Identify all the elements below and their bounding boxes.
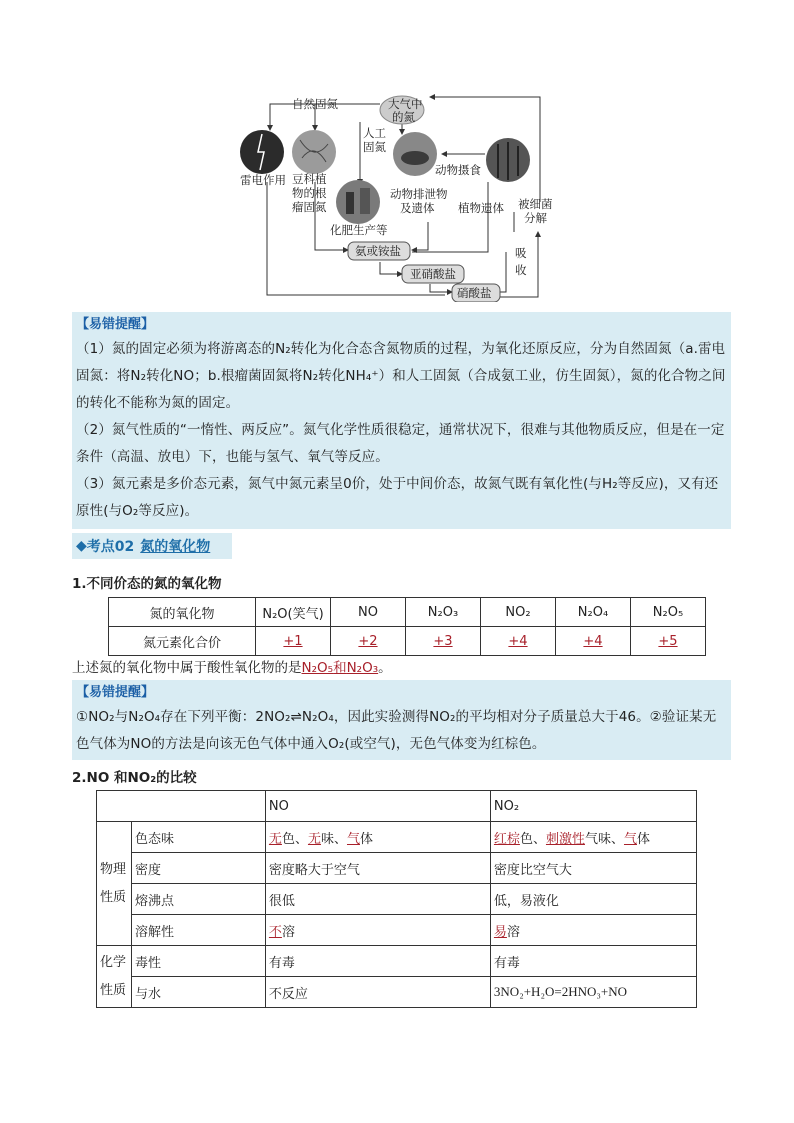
svg-text:化肥生产等: 化肥生产等 [330,223,388,237]
subheading-2: 2.NO 和NO₂的比较 [72,770,197,786]
subheading-1: 1.不同价态的氮的氧化物 [72,576,222,592]
section-label: 考点02 [86,539,135,555]
ammonia-box-label: 氨或铵盐 [355,244,401,258]
notice-box-2 [72,680,731,760]
notice-paragraph-2: （2）氮气性质的“一惰性、两反应”。氮气化学性质很稳定，通常状况下，很难与其他物质反应，但是在一定条件（高温、放电）下，也能与氢气、氧气等反应。 [76,422,725,465]
svg-text:固氮: 固氮 [363,140,386,154]
svg-text:植物遗体: 植物遗体 [458,201,504,215]
notice-tag: 【易错提醒】 [76,685,155,700]
notice-paragraph: ①NO₂与N₂O₄存在下列平衡：2NO₂⇌N₂O₄，因此实验测得NO₂的平均相对分子质量总大于46。②验证某无色气体为NO的方法是向该无色气体中通入O₂(或空气)，无色气体变为红棕色。 [76,709,717,752]
section-title: 氮的氧化物 [140,539,211,555]
acid-oxide-line: 上述氮的氧化物中属于酸性氧化物的是N₂O₅和N₂O₃。 [72,660,392,676]
table-row: NO NO₂ [97,791,697,822]
nitrite-box-label: 亚硝酸盐 [410,267,456,281]
table-row: 氮的氧化物 N₂O(笑气) NO N₂O₃ NO₂ N₂O₄ N₂O₅ [109,598,706,627]
notice-paragraph-3: （3）氮元素是多价态元素，氮气中氮元素呈0价，处于中间价态，故氮气既有氧化性(与H₂等反应)，又有还原性(与O₂等反应)。 [76,476,719,519]
notice-box-1 [72,312,731,529]
section-header [72,533,232,559]
nitrate-box-label: 硝酸盐 [457,286,492,300]
table-row: 氮元素化合价 +1 +2 +3 +4 +4 +5 [109,627,706,656]
table-row: 物理性质 色态味 无色、无味、气体 红棕色、刺激性气味、气体 [97,822,697,853]
notice-paragraph-1: （1）氮的固定必须为将游离态的N₂转化为化合态含氮物质的过程，为氧化还原反应，分为自然固氮（a.雷电固氮：将N₂转化NO；b.根瘤菌固氮将N₂转化NH₄⁺）和人工固氮（合成氨工业，仿生固氮），氮的化合物之间的转化不能称为氮的固定。 [76,341,726,411]
svg-text:动物摄食: 动物摄食 [435,163,481,177]
notice-tag: 【易错提醒】 [76,317,155,332]
svg-text:收: 收 [515,263,527,277]
svg-text:人工: 人工 [363,126,386,140]
oxides-table [108,597,706,656]
svg-text:瘤固氮: 瘤固氮 [292,200,327,214]
svg-text:豆科植: 豆科植 [292,172,327,186]
label-lightning: 雷电作用 [240,173,286,187]
svg-text:物的根: 物的根 [292,186,327,200]
svg-text:被细菌: 被细菌 [518,197,553,211]
svg-text:动物排泄物: 动物排泄物 [390,187,448,201]
svg-text:大气中: 大气中 [388,97,423,111]
comparison-table [96,790,697,1008]
table-row: 溶解性 不溶 易溶 [97,915,697,946]
label-natural-fixation: 自然固氮 [292,97,338,111]
table-row: 密度 密度略大于空气 密度比空气大 [97,853,697,884]
table-row: 与水 不反应 3NO₂+H₂O=2HNO₃+NO [97,977,697,1008]
table-row: 熔沸点 很低 低，易液化 [97,884,697,915]
table-row: 化学性质 毒性 有毒 有毒 [97,946,697,977]
svg-text:及遗体: 及遗体 [400,201,435,215]
svg-text:的氮: 的氮 [392,110,415,124]
nitrogen-cycle-diagram [230,92,560,302]
svg-text:吸: 吸 [515,246,527,260]
diamond-icon: ◆ [76,538,87,554]
svg-text:分解: 分解 [524,211,547,225]
